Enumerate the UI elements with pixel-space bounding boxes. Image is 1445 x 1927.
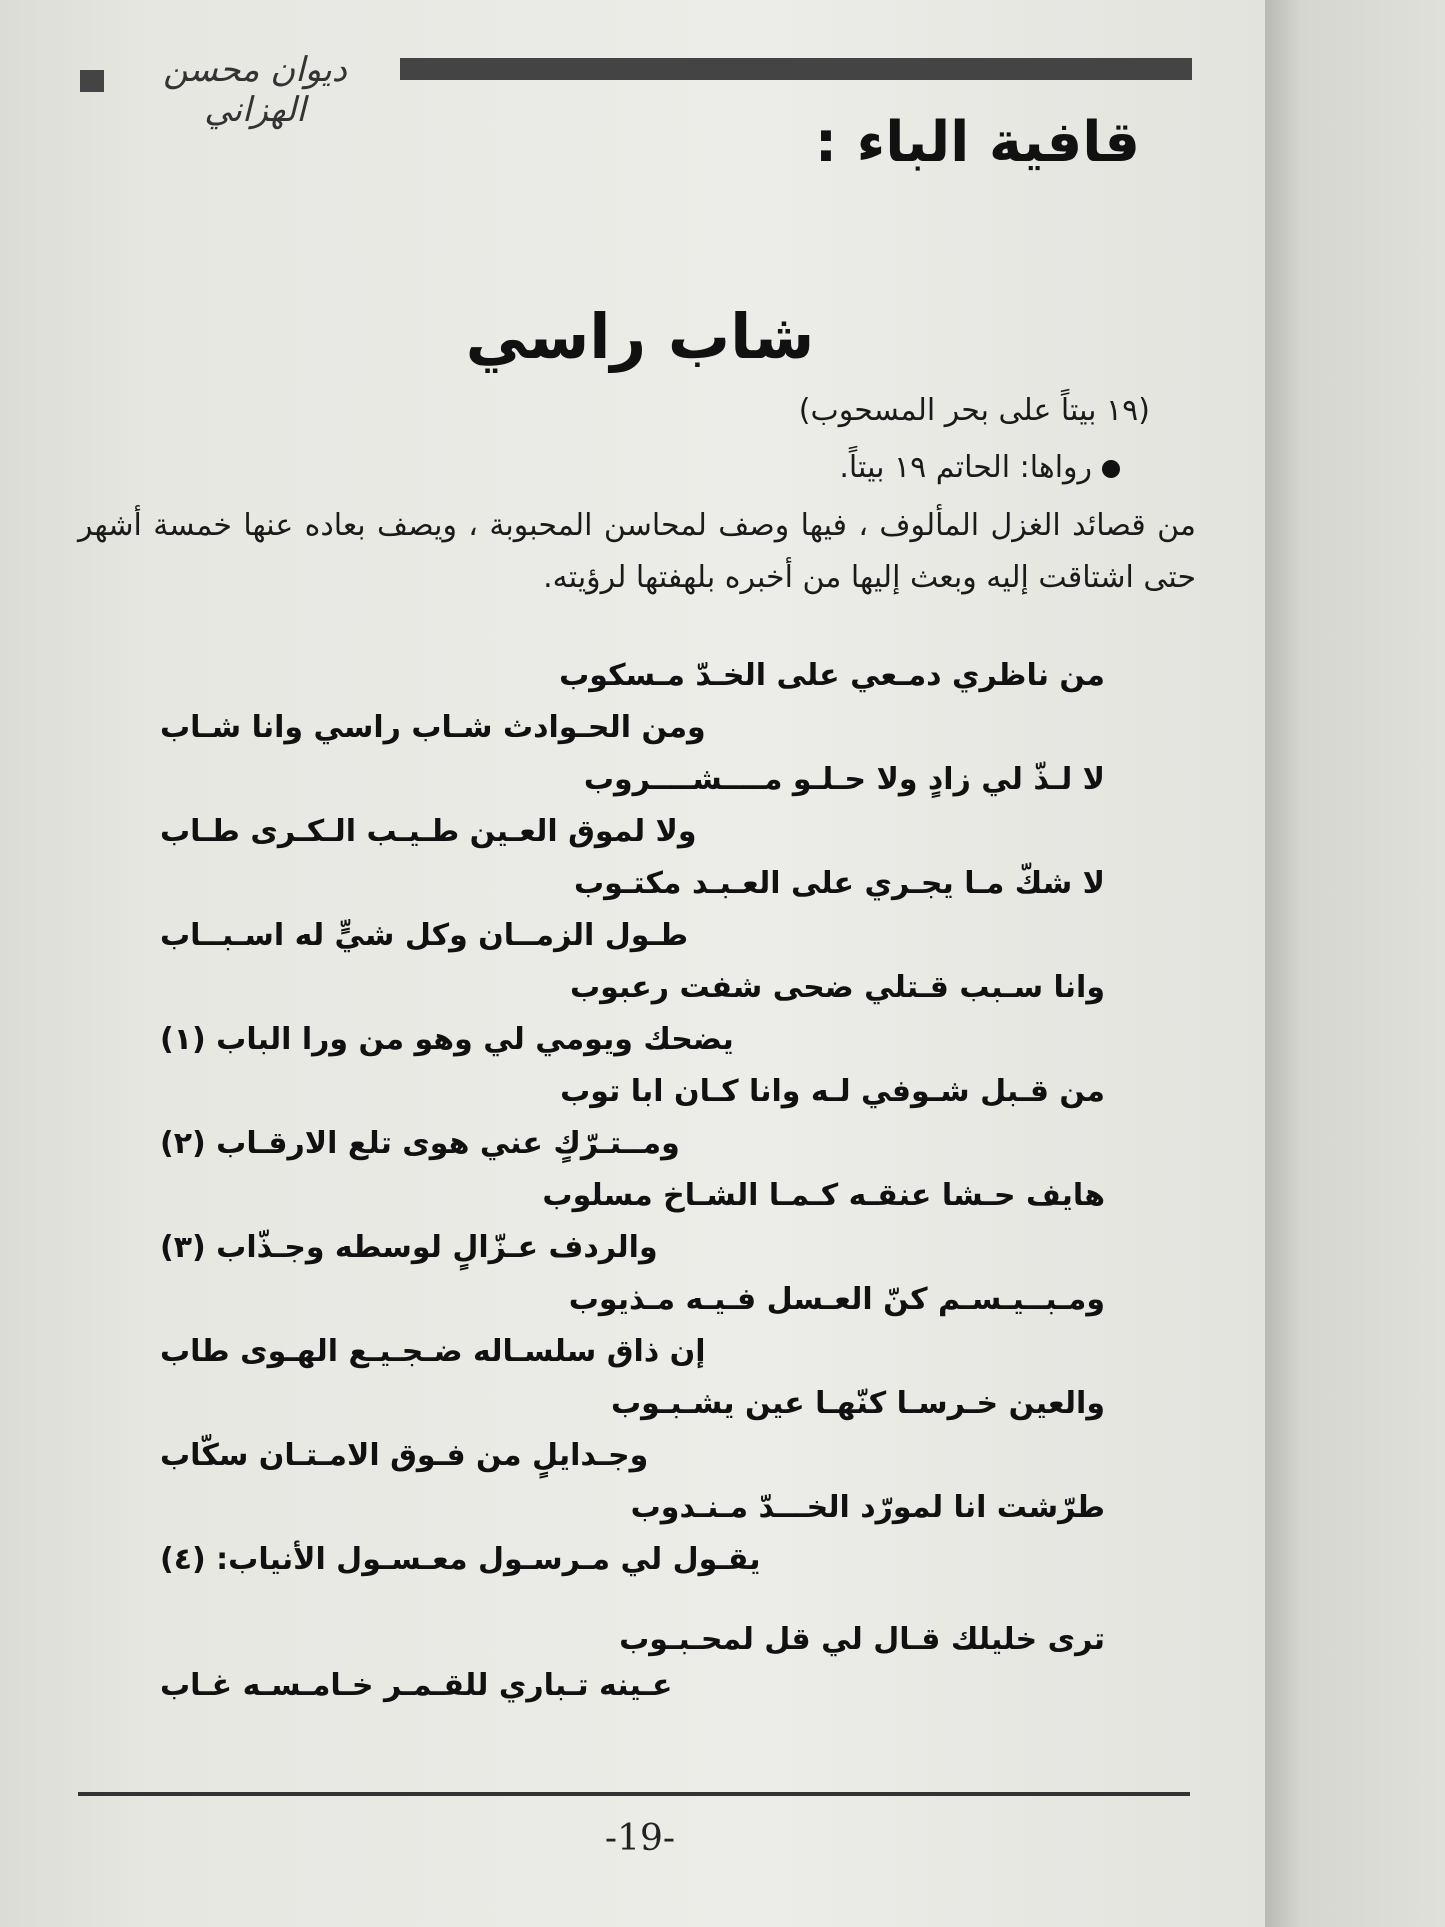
- bullet-icon: [1102, 460, 1120, 478]
- verse-6-second-hemistich: والردف عـزّالٍ لوسطه وجـذّاب (٣): [160, 1230, 658, 1265]
- verse-7-first-hemistich: ومـبــيـسـم كنّ العـسل فـيـه مـذيوب: [568, 1282, 1105, 1317]
- header-rule-bar: [400, 58, 1192, 80]
- narrator-text: رواها: الحاتم ١٩ بيتاً.: [839, 450, 1092, 485]
- verse-6-first-hemistich: هايف حـشا عنقـه كـمـا الشـاخ مسلوب: [542, 1178, 1105, 1213]
- poem-narrator: [220, 450, 1120, 485]
- book-gutter: [1265, 0, 1445, 1927]
- verse-8-first-hemistich: والعين خـرسـا كنّهـا عين يشـبـوب: [611, 1386, 1105, 1421]
- verse-10-first-hemistich: ترى خليلك قـال لي قل لمحـبـوب: [619, 1622, 1105, 1657]
- verse-2-first-hemistich: لا لـذّ لي زادٍ ولا حـلـو مــــشــــروب: [583, 762, 1105, 797]
- verse-3-first-hemistich: لا شكّ مـا يجـري على العـبـد مكتـوب: [574, 866, 1105, 901]
- page-number: -19-: [604, 1818, 676, 1859]
- verse-3-second-hemistich: طـول الزمــان وكل شيٍّ له اسـبــاب: [160, 918, 689, 953]
- header-square-ornament: [80, 70, 104, 92]
- verse-8-second-hemistich: وجـدايلٍ من فـوق الامـتـان سكّاب: [160, 1438, 649, 1473]
- verse-4-first-hemistich: وانا سـبب قـتلي ضحى شفت رعبوب: [570, 970, 1105, 1005]
- section-heading: قافية الباء :: [814, 110, 1140, 175]
- verse-10-second-hemistich: عـينه تـباري للقـمـر خـامـسـه غـاب: [160, 1668, 673, 1703]
- verse-4-second-hemistich: يضحك ويومي لي وهو من ورا الباب (١): [160, 1022, 734, 1057]
- verse-5-second-hemistich: ومــتـرّكٍ عني هوى تلع الارقـاب (٢): [160, 1126, 680, 1161]
- footer-rule: [78, 1792, 1190, 1796]
- running-header-title: ديوان محسن الهزاني: [163, 50, 347, 130]
- verse-9-second-hemistich: يقـول لي مـرسـول معـسـول الأنياب: (٤): [160, 1542, 761, 1577]
- verse-9-first-hemistich: طرّشت انا لمورّد الخـــدّ مـنـدوب: [630, 1490, 1105, 1525]
- verse-1-second-hemistich: ومن الحـوادث شـاب راسي وانا شـاب: [160, 710, 706, 745]
- poem-title: شاب راسي: [465, 300, 815, 373]
- verse-1-first-hemistich: من ناظري دمـعي على الخـدّ مـسكوب: [559, 658, 1105, 693]
- verse-7-second-hemistich: إن ذاق سلسـاله ضـجـيـع الهـوى طاب: [160, 1334, 706, 1369]
- poem-intro: من قصائد الغزل المألوف ، فيها وصف لمحاسن المحبوبة ، ويصف بعاده عنها خمسة أشهر حتى اشتاقت إليه وبعث إليها من أخبره بلهفتها لرؤيته.: [78, 508, 1196, 595]
- poem-meter: (١٩ بيتاً على بحر المسحوب): [798, 393, 1150, 428]
- verse-2-second-hemistich: ولا لموق العـين طـيـب الـكـرى طـاب: [160, 814, 697, 849]
- verse-5-first-hemistich: من قـبل شـوفي لـه وانا كـان ابا توب: [560, 1074, 1105, 1109]
